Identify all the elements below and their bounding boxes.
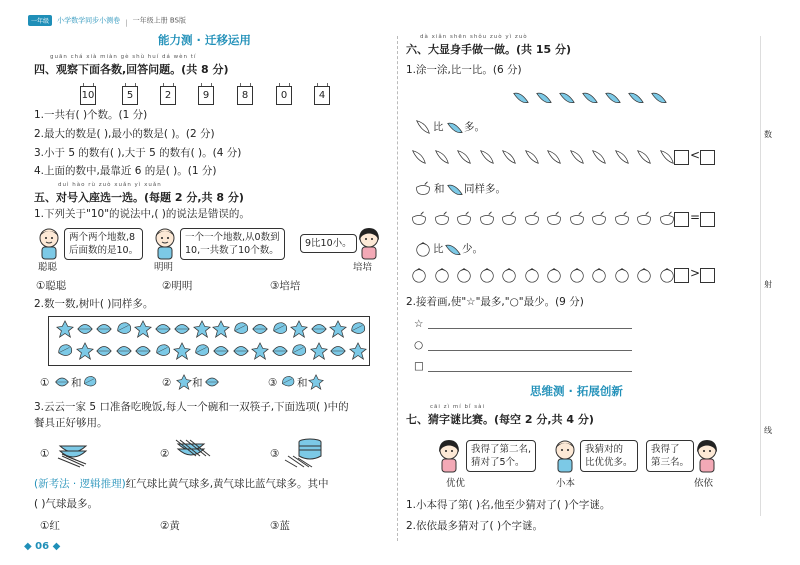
symbol-star: ☆ — [414, 318, 424, 330]
compare-box-1a[interactable] — [674, 150, 689, 165]
q5-q1: 1.下列关于"10"的说法中,( )的说法是错误的。 — [34, 208, 250, 220]
compare-box-3a[interactable] — [674, 268, 689, 283]
compare-sign-2: = — [690, 210, 701, 224]
q6-pinyin: dà xiǎn shēn shǒu zuò yì zuò — [420, 34, 528, 40]
leaf-icon — [329, 342, 347, 360]
leaf-icon — [193, 342, 211, 360]
compare-box-3b[interactable] — [700, 268, 715, 283]
tongyang-label: 同样多。 — [464, 183, 506, 195]
eggplant-sample-icon[interactable] — [414, 180, 432, 198]
pepper-icon[interactable] — [523, 148, 541, 166]
eggplant-icon[interactable] — [478, 210, 496, 228]
tomato-icon[interactable] — [478, 266, 496, 284]
bubble-mingming: 一个一个地数,从0数到 10,一共数了10个数。 — [180, 228, 285, 260]
number-card: 4 — [314, 86, 330, 105]
bi-label: 比 — [433, 121, 444, 133]
tomato-icon[interactable] — [433, 266, 451, 284]
leaf-icon — [115, 320, 133, 338]
compare-sign-1: < — [690, 148, 701, 162]
leaf-icon — [212, 320, 230, 338]
bowls-option-c-icon — [284, 434, 326, 468]
cucumber-filled-icon[interactable] — [627, 88, 645, 106]
leaf-icon — [115, 342, 133, 360]
cucumber-filled-icon[interactable] — [512, 88, 530, 106]
q6-s2: 2.接着画,使"☆"最多,"○"最少。(9 分) — [406, 296, 584, 308]
leaf-icon — [95, 320, 113, 338]
kid-peipei-icon — [356, 226, 382, 260]
pepper-icon[interactable] — [545, 148, 563, 166]
leaf-icon — [134, 320, 152, 338]
q4-item-1: 1.一共有( )个数。(1 分) — [34, 109, 148, 121]
leaf-icon — [173, 320, 191, 338]
pepper-icon[interactable] — [410, 148, 428, 166]
tomato-icon[interactable] — [523, 266, 541, 284]
kid-mingming-icon — [152, 226, 178, 260]
leaf-icon — [232, 320, 250, 338]
q5-opt1-c[interactable]: ③培培 — [270, 280, 301, 292]
leaf-icon — [154, 342, 172, 360]
header: 一年级 小学数学同步小测卷 | 一年级上册 BS版 — [28, 10, 186, 29]
number-card: 8 — [237, 86, 253, 105]
pepper-icon[interactable] — [590, 148, 608, 166]
q5-opt4-b[interactable]: ②黄 — [160, 520, 180, 532]
cucumber-filled-icon[interactable] — [558, 88, 576, 106]
header-grade: 一年级上册 BS版 — [132, 16, 187, 25]
q5-opt2-b-and: 和 — [192, 377, 203, 389]
eggplant-icon[interactable] — [500, 210, 518, 228]
q6-title: 六、大显身手做一做。(共 15 分) — [406, 43, 572, 56]
q5-opt1-a[interactable]: ①聪聪 — [36, 280, 67, 292]
q5-q3: 3.云云一家 5 口准备吃晚饭,每人一个碗和一双筷子,下面选项( )中的 — [34, 401, 349, 413]
leaf-option-b1-icon — [176, 374, 192, 390]
leaf-icon — [56, 342, 74, 360]
eggplant-icon[interactable] — [590, 210, 608, 228]
right-section-title: 思维测 · 拓展创新 — [530, 384, 623, 398]
kid-youyou-icon — [436, 438, 462, 474]
leaf-option-c1-icon — [280, 374, 296, 390]
name-xiaoben: 小本 — [556, 478, 576, 489]
name-youyou: 优优 — [446, 478, 466, 489]
bubble-peipei: 9比10小。 — [300, 234, 357, 253]
leaf-option-b2-icon — [204, 374, 220, 390]
leaf-icon — [349, 320, 367, 338]
bubble-congcong: 两个两个地数,8 后面数的是10。 — [64, 228, 143, 260]
q5-q4b: ( )气球最多。 — [34, 498, 99, 510]
bubble-yiyi: 我得了 第三名。 — [646, 440, 694, 472]
q7-pinyin: cāi zì mí bǐ sài — [430, 404, 485, 410]
name-peipei: 培培 — [353, 262, 373, 273]
tomato-icon[interactable] — [568, 266, 586, 284]
leaf-icon — [56, 320, 74, 338]
q7-title: 七、猜字谜比赛。(每空 2 分,共 4 分) — [406, 413, 594, 426]
q5-opt2-a[interactable]: ① — [40, 377, 50, 389]
leaf-icon — [271, 342, 289, 360]
symbol-circle: ○ — [414, 339, 424, 351]
leaf-option-a1-icon — [54, 374, 70, 390]
compare-box-2a[interactable] — [674, 212, 689, 227]
header-book: 小学数学同步小测卷 — [57, 16, 121, 25]
q5-q4-tag: (新考法 · 逻辑推理) — [34, 478, 126, 490]
edge-char-2: 射 — [764, 280, 772, 289]
column-divider — [397, 36, 398, 541]
tomato-icon[interactable] — [500, 266, 518, 284]
duo-label: 多。 — [464, 121, 485, 133]
pepper-icon[interactable] — [568, 148, 586, 166]
leaf-option-c2-icon — [308, 374, 324, 390]
cucumber-filled-icon[interactable] — [650, 88, 668, 106]
leaf-icon — [290, 342, 308, 360]
q7-item-2: 2.依依最多猜对了( )个字谜。 — [406, 520, 544, 532]
kid-xiaoben-icon — [552, 438, 578, 474]
leaf-icon — [310, 320, 328, 338]
shao-label: 少。 — [462, 243, 483, 255]
q5-title: 五、对号入座选一选。(每题 2 分,共 8 分) — [34, 191, 244, 204]
q5-opt2-c[interactable]: ③ — [268, 377, 278, 389]
cucumber-filled-icon[interactable] — [604, 88, 622, 106]
eggplant-icon[interactable] — [635, 210, 653, 228]
tomato-icon[interactable] — [455, 266, 473, 284]
eggplant-icon[interactable] — [455, 210, 473, 228]
bowls-option-a-icon — [56, 436, 90, 468]
eggplant-icon[interactable] — [433, 210, 451, 228]
left-section-title: 能力测 · 迁移运用 — [158, 33, 251, 47]
q5-opt1-b[interactable]: ②明明 — [162, 280, 193, 292]
leaf-icon — [76, 342, 94, 360]
compare-box-2b[interactable] — [700, 212, 715, 227]
cucumber-sample-icon[interactable] — [446, 118, 464, 136]
tomato-icon[interactable] — [658, 266, 676, 284]
cucumber-sample3-icon[interactable] — [444, 240, 462, 258]
leaf-icon — [134, 342, 152, 360]
eggplant-icon[interactable] — [545, 210, 563, 228]
number-card: 10 — [80, 86, 96, 105]
kid-congcong-icon — [36, 226, 62, 260]
bi2-label: 比 — [433, 243, 444, 255]
leaf-icon — [290, 320, 308, 338]
number-card: 9 — [198, 86, 214, 105]
leaf-icon — [173, 342, 191, 360]
edge-char-3: 线 — [764, 426, 772, 435]
leaf-icon — [212, 342, 230, 360]
pepper-icon[interactable] — [478, 148, 496, 166]
cucumber-sample2-icon[interactable] — [446, 180, 464, 198]
leaf-option-a2-icon — [82, 374, 98, 390]
draw-line-square[interactable] — [428, 371, 632, 372]
name-yiyi: 依依 — [694, 478, 714, 489]
tomato-icon[interactable] — [635, 266, 653, 284]
q5-q4-line — [34, 477, 329, 491]
draw-line-circle[interactable] — [428, 350, 632, 351]
bowls-option-b-icon — [174, 436, 214, 468]
pepper-sample-icon[interactable] — [414, 118, 432, 136]
binding-edge — [760, 36, 761, 516]
pepper-icon[interactable] — [455, 148, 473, 166]
number-card: 5 — [122, 86, 138, 105]
compare-box-1b[interactable] — [700, 150, 715, 165]
pepper-icon[interactable] — [658, 148, 676, 166]
pepper-icon[interactable] — [500, 148, 518, 166]
number-card: 0 — [276, 86, 292, 105]
q5-opt2-a-and: 和 — [71, 377, 82, 389]
q5-opt3-c[interactable]: ③ — [270, 448, 280, 460]
leaf-icon — [349, 342, 367, 360]
q5-opt4-a[interactable]: ①红 — [40, 520, 60, 532]
leaf-icon — [95, 342, 113, 360]
q4-item-2: 2.最大的数是( ),最小的数是( )。(2 分) — [34, 128, 215, 140]
q7-item-1: 1.小本得了第( )名,他至少猜对了( )个字谜。 — [406, 499, 611, 511]
compare-sign-3: > — [690, 266, 701, 280]
leaf-icon — [251, 342, 269, 360]
tomato-icon[interactable] — [410, 266, 428, 284]
symbol-square: □ — [414, 360, 424, 372]
tomato-icon[interactable] — [590, 266, 608, 284]
q5-q3b: 餐具正好够用。 — [34, 417, 108, 429]
q5-q4: 红气球比黄气球多,黄气球比蓝气球多。其中 — [125, 478, 329, 490]
eggplant-icon[interactable] — [613, 210, 631, 228]
bubble-xiaoben: 我猜对的 比优优多。 — [580, 440, 638, 472]
leaf-icon — [193, 320, 211, 338]
eggplant-icon[interactable] — [523, 210, 541, 228]
leaf-icon — [310, 342, 328, 360]
bubble-youyou: 我得了第二名, 猜对了5个。 — [466, 440, 536, 472]
q4-item-3: 3.小于 5 的数有( ),大于 5 的数有( )。(4 分) — [34, 147, 242, 159]
leaf-icon — [232, 342, 250, 360]
he-label: 和 — [434, 183, 445, 195]
leaf-icon — [271, 320, 289, 338]
q5-opt3-a[interactable]: ① — [40, 448, 50, 460]
q5-opt3-b[interactable]: ② — [160, 448, 170, 460]
leaf-icon — [251, 320, 269, 338]
leaf-icon — [76, 320, 94, 338]
q6-s1: 1.涂一涂,比一比。(6 分) — [406, 64, 522, 76]
cucumber-filled-icon[interactable] — [535, 88, 553, 106]
tomato-icon[interactable] — [545, 266, 563, 284]
q5-opt4-c[interactable]: ③蓝 — [270, 520, 290, 532]
pepper-icon[interactable] — [433, 148, 451, 166]
pepper-icon[interactable] — [635, 148, 653, 166]
tomato-sample-icon[interactable] — [414, 240, 432, 258]
q5-opt2-c-and: 和 — [297, 377, 308, 389]
page-number: ◆ 06 ◆ — [24, 541, 61, 552]
kid-yiyi-icon — [694, 438, 720, 474]
tomato-icon[interactable] — [613, 266, 631, 284]
name-mingming: 明明 — [154, 262, 174, 273]
name-congcong: 聪聪 — [38, 262, 58, 273]
eggplant-icon[interactable] — [658, 210, 676, 228]
q4-pinyin: guān chá xià miàn gè shù huí dá wèn tí — [50, 54, 197, 60]
q4-item-4: 4.上面的数中,最靠近 6 的是( )。(1 分) — [34, 165, 217, 177]
number-card: 2 — [160, 86, 176, 105]
eggplant-icon[interactable] — [410, 210, 428, 228]
q5-q2: 2.数一数,树叶( )同样多。 — [34, 298, 154, 310]
leaf-icon — [329, 320, 347, 338]
cucumber-filled-icon[interactable] — [581, 88, 599, 106]
q5-pinyin: duì hào rù zuò xuǎn yì xuǎn — [58, 182, 162, 188]
q5-opt2-b[interactable]: ② — [162, 377, 172, 389]
leaf-icon — [154, 320, 172, 338]
edge-char-1: 数 — [764, 130, 772, 139]
q4-title: 四、观察下面各数,回答问题。(共 8 分) — [34, 63, 229, 76]
pepper-icon[interactable] — [613, 148, 631, 166]
eggplant-icon[interactable] — [568, 210, 586, 228]
header-badge: 一年级 — [28, 15, 52, 26]
draw-line-star[interactable] — [428, 328, 632, 329]
